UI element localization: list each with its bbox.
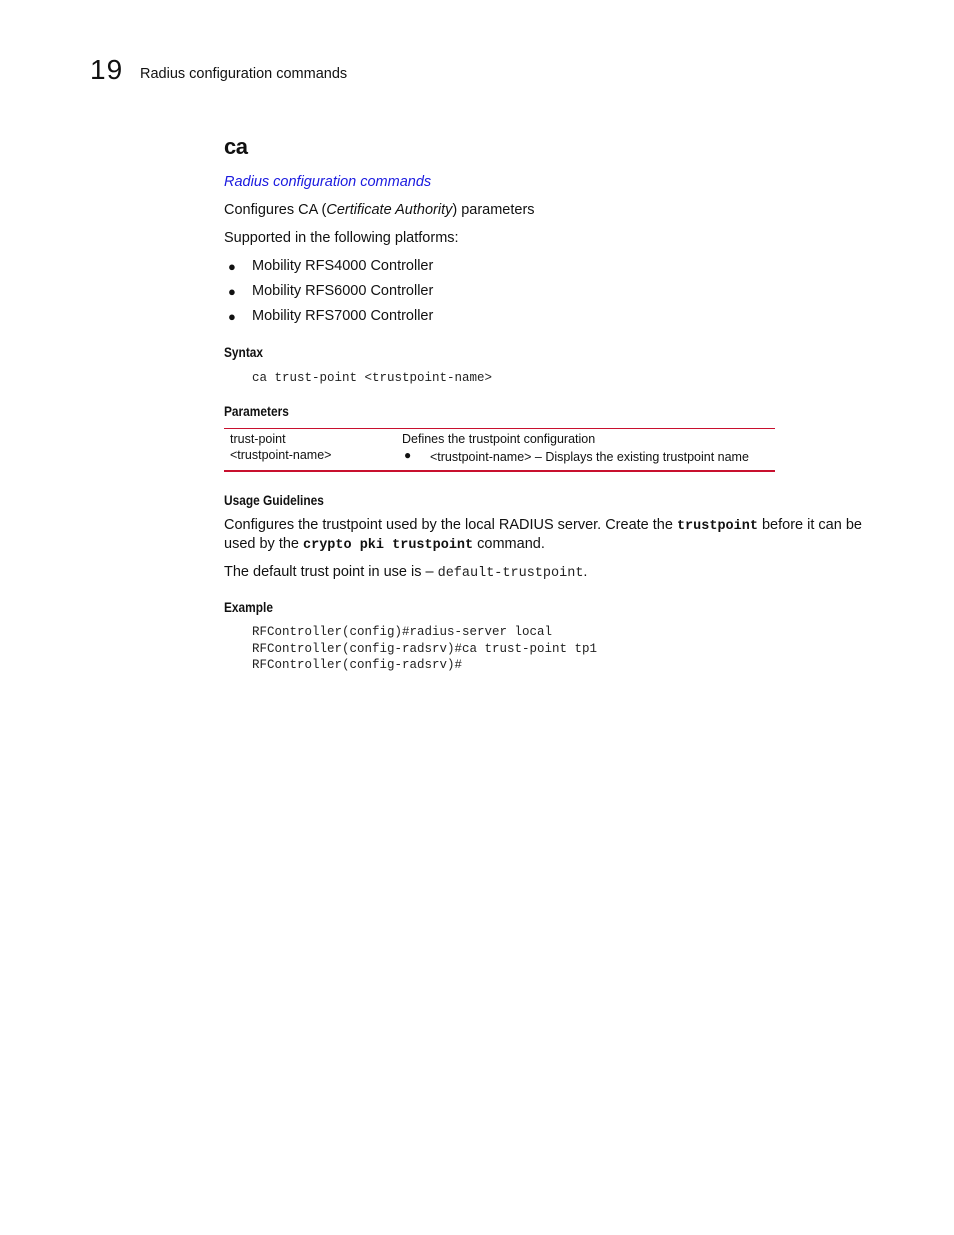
command-title: ca [224, 134, 248, 159]
bullet-icon: ● [228, 284, 236, 299]
param-name-arg: <trustpoint-name> [230, 448, 332, 462]
chapter-title: Radius configuration commands [140, 66, 348, 82]
command-description: Configures CA (Certificate Authority) parameters [224, 202, 535, 218]
list-item: Mobility RFS4000 Controller [252, 258, 434, 274]
bullet-icon: ● [228, 259, 236, 274]
syntax-code: ca trust-point <trustpoint-name> [252, 371, 493, 385]
list-item: Mobility RFS7000 Controller [252, 308, 434, 324]
section-link[interactable]: Radius configuration commands [224, 174, 432, 190]
example-line: RFController(config-radsrv)#ca trust-point tp1 [252, 642, 598, 656]
chapter-number: 19 [90, 54, 124, 85]
example-heading: Example [224, 599, 273, 615]
usage-heading: Usage Guidelines [224, 492, 324, 508]
table-top-rule [224, 428, 775, 429]
syntax-heading: Syntax [224, 344, 264, 360]
usage-paragraph-line1: Configures the trustpoint used by the local RADIUS server. Create the trustpoint before it can be [224, 517, 862, 534]
example-line: RFController(config-radsrv)# [252, 658, 463, 672]
parameters-heading: Parameters [224, 403, 289, 419]
example-line: RFController(config)#radius-server local [252, 625, 553, 639]
usage-default-trustpoint: The default trust point in use is – default-trustpoint. [224, 564, 588, 581]
bullet-icon: ● [404, 448, 412, 462]
param-bullet-text: <trustpoint-name> – Displays the existing trustpoint name [430, 450, 749, 464]
list-item: Mobility RFS6000 Controller [252, 283, 434, 299]
platforms-intro: Supported in the following platforms: [224, 230, 459, 246]
param-name: trust-point [230, 432, 286, 446]
param-description: Defines the trustpoint configuration [402, 432, 596, 446]
bullet-icon: ● [228, 309, 236, 324]
usage-paragraph-line2: used by the crypto pki trustpoint command. [224, 536, 545, 553]
table-bottom-rule [224, 470, 775, 472]
